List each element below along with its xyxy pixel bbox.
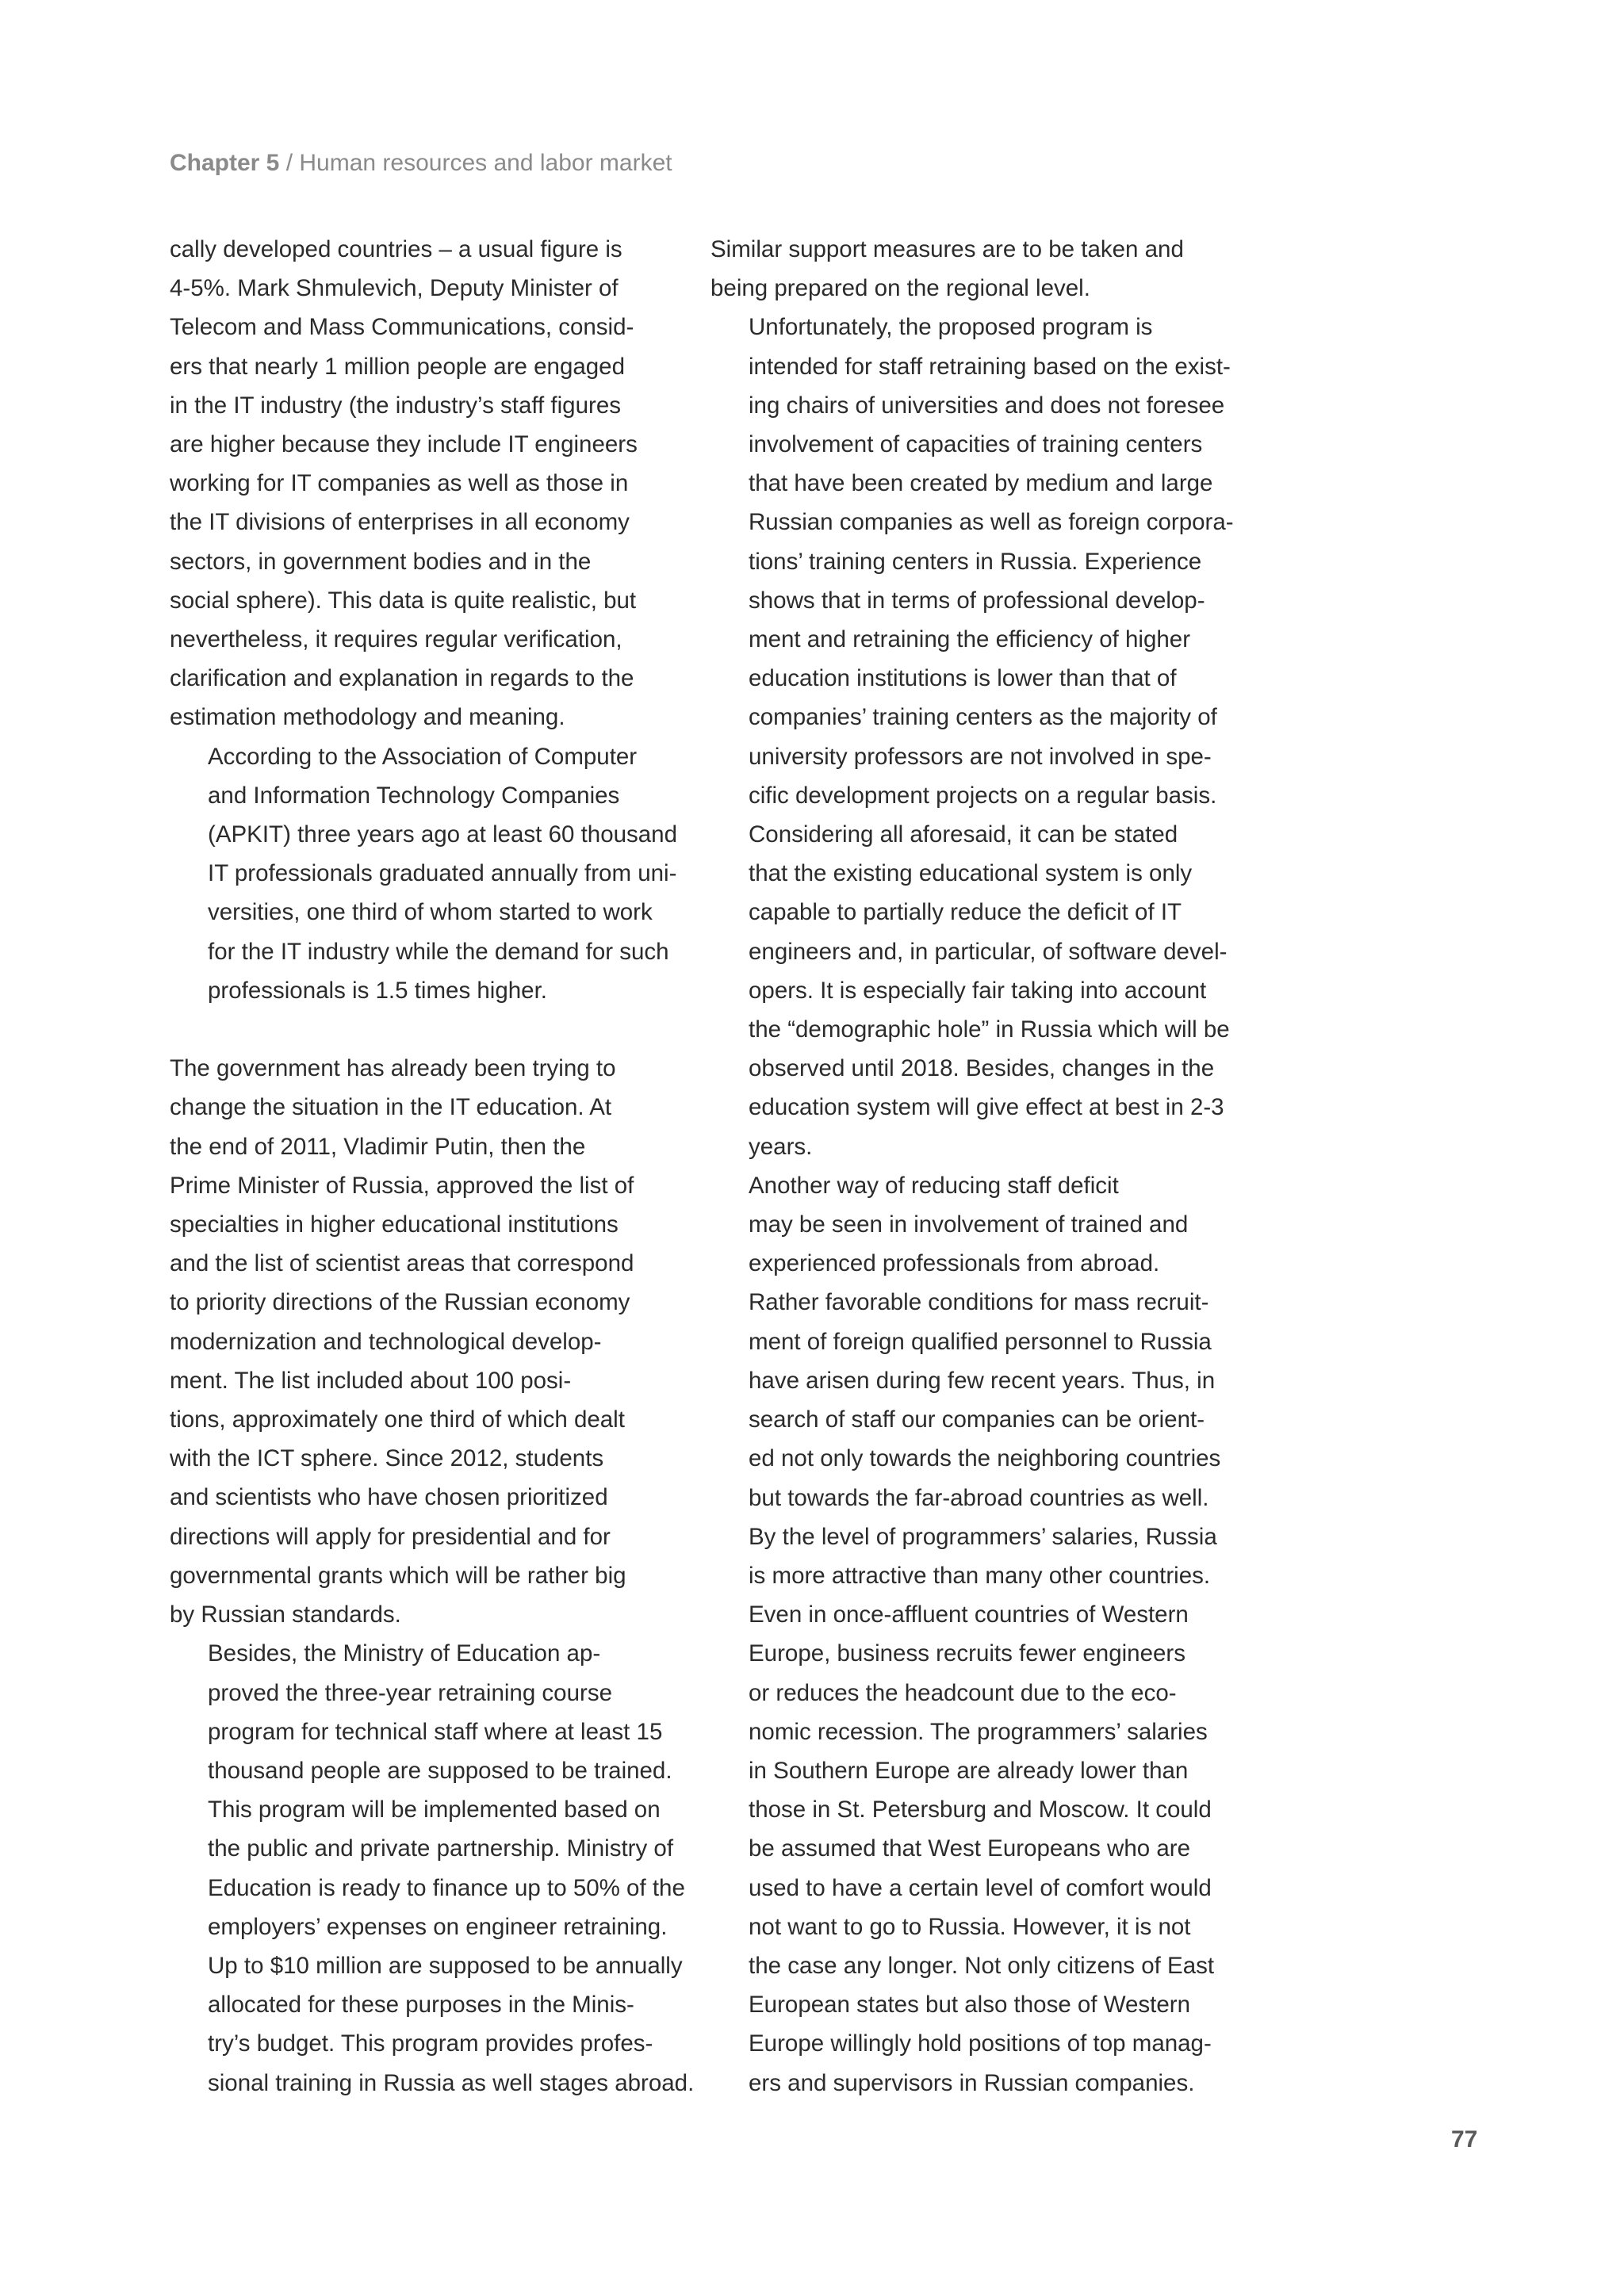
text-line: This program will be implemented based on [208, 1797, 661, 1823]
text-line: are higher because they include IT engineers [170, 431, 638, 458]
text-line: cally developed countries – a usual figure is [170, 236, 622, 262]
text-line: and Information Technology Companies [208, 782, 620, 809]
text-line: Up to $10 million are supposed to be annually [208, 1952, 683, 1979]
header-separator: / [279, 150, 300, 176]
paragraph [170, 230, 677, 737]
text-line: clarification and explanation in regards to the [170, 665, 634, 692]
text-line: Even in once-affluent countries of Western [749, 1601, 1189, 1628]
text-line: ment of foreign qualified personnel to Russia [749, 1328, 1212, 1355]
text-line: involvement of capacities of training centers [749, 431, 1203, 458]
text-line: the case any longer. Not only citizens of East [749, 1952, 1215, 1979]
running-header [170, 147, 672, 179]
text-line: capable to partially reduce the deficit of IT [749, 899, 1182, 926]
right-text-column [710, 230, 1234, 2103]
left-text-column [170, 230, 695, 2103]
paragraph [710, 1166, 1221, 2103]
text-line: companies’ training centers as the majority of [749, 704, 1217, 731]
text-line: social sphere). This data is quite realistic, but [170, 587, 637, 614]
text-line: that the existing educational system is only [749, 860, 1193, 887]
text-line: nomic recession. The programmers’ salaries [749, 1718, 1208, 1745]
text-line: (APKIT) three years ago at least 60 thousand [208, 821, 677, 848]
text-line: ers and supervisors in Russian companies. [749, 2069, 1195, 2096]
text-line: intended for staff retraining based on the exist- [749, 353, 1231, 380]
text-line: thousand people are supposed to be trained. [208, 1757, 672, 1784]
text-line: the end of 2011, Vladimir Putin, then the [170, 1133, 586, 1160]
text-line: in the IT industry (the industry’s staff figures [170, 392, 621, 419]
text-line: Europe, business recruits fewer engineers [749, 1640, 1185, 1667]
text-line: program for technical staff where at least 15 [208, 1718, 663, 1745]
text-line: being prepared on the regional level. [710, 275, 1090, 302]
text-line: The government has already been trying to [170, 1055, 616, 1082]
text-line: engineers and, in particular, of software devel- [749, 938, 1228, 965]
text-line: professionals is 1.5 times higher. [208, 977, 547, 1004]
text-line: cific development projects on a regular basis. [749, 782, 1217, 809]
text-line: ing chairs of universities and does not foresee [749, 392, 1225, 419]
text-line: experienced professionals from abroad. [749, 1250, 1160, 1277]
text-line: allocated for these purposes in the Minis- [208, 1992, 634, 2019]
page-number: 77 [1451, 2126, 1478, 2152]
text-line: may be seen in involvement of trained and [749, 1211, 1189, 1238]
text-line: ers that nearly 1 million people are engaged [170, 353, 625, 380]
text-line: working for IT companies as well as those in [170, 470, 629, 497]
text-line: have arisen during few recent years. Thus, in [749, 1367, 1216, 1394]
text-line: Besides, the Ministry of Education ap- [208, 1640, 601, 1667]
text-line: that have been created by medium and large [749, 470, 1213, 497]
paragraph [710, 815, 1230, 1166]
text-line: and the list of scientist areas that correspond [170, 1250, 634, 1277]
text-line: for the IT industry while the demand for such [208, 938, 669, 965]
text-line: According to the Association of Computer [208, 743, 638, 770]
text-line: Telecom and Mass Communications, consid- [170, 314, 634, 341]
text-line: tions, approximately one third of which dealt [170, 1406, 625, 1433]
text-line: search of staff our companies can be orient- [749, 1406, 1205, 1433]
text-line: by Russian standards. [170, 1601, 401, 1628]
chapter-label: Chapter 5 [170, 150, 280, 176]
text-line: governmental grants which will be rather big [170, 1562, 626, 1589]
text-line: not want to go to Russia. However, it is not [749, 1913, 1191, 1940]
text-line: 4-5%. Mark Shmulevich, Deputy Minister of [170, 275, 619, 302]
text-line: those in St. Petersburg and Moscow. It could [749, 1797, 1212, 1823]
text-line: opers. It is especially fair taking into account [749, 977, 1207, 1004]
text-line: ment and retraining the efficiency of higher [749, 626, 1191, 653]
text-line: employers’ expenses on engineer retraining. [208, 1913, 668, 1940]
text-line: years. [749, 1133, 813, 1160]
text-line: ed not only towards the neighboring countries [749, 1445, 1221, 1472]
text-line: education institutions is lower than that of [749, 665, 1177, 692]
text-line: sectors, in government bodies and in the [170, 548, 592, 575]
text-line: education system will give effect at best in 2-3 [749, 1094, 1224, 1121]
text-line: the IT divisions of enterprises in all economy [170, 509, 630, 536]
text-line: versities, one third of whom started to work [208, 899, 653, 926]
text-line: IT professionals graduated annually from uni- [208, 860, 677, 887]
text-line: to priority directions of the Russian economy [170, 1289, 630, 1316]
text-line: the “demographic hole” in Russia which will be [749, 1016, 1230, 1043]
text-line: change the situation in the IT education. At [170, 1094, 612, 1121]
paragraph [170, 737, 677, 1010]
text-line: the public and private partnership. Ministry of [208, 1835, 674, 1862]
text-line: Considering all aforesaid, it can be stated [749, 821, 1178, 848]
text-line: ment. The list included about 100 posi- [170, 1367, 572, 1394]
text-line: but towards the far-abroad countries as well. [749, 1484, 1209, 1511]
chapter-title: Human resources and labor market [299, 150, 672, 176]
text-line: Europe willingly hold positions of top manag- [749, 2030, 1212, 2057]
text-line: sional training in Russia as well stages abroad. [208, 2069, 695, 2096]
text-line: with the ICT sphere. Since 2012, students [170, 1445, 604, 1472]
paragraph [170, 1049, 677, 1634]
text-line: is more attractive than many other countries. [749, 1562, 1211, 1589]
text-line: directions will apply for presidential and for [170, 1523, 611, 1550]
text-line: used to have a certain level of comfort would [749, 1874, 1212, 1901]
text-line: By the level of programmers’ salaries, Russia [749, 1523, 1217, 1550]
text-line: try’s budget. This program provides profes- [208, 2030, 653, 2057]
text-line: estimation methodology and meaning. [170, 704, 565, 731]
text-line: observed until 2018. Besides, changes in the [749, 1055, 1215, 1082]
text-line: modernization and technological develop- [170, 1328, 602, 1355]
text-line: nevertheless, it requires regular verification, [170, 626, 622, 653]
text-line: Unfortunately, the proposed program is [749, 314, 1153, 341]
text-line: shows that in terms of professional develop- [749, 587, 1205, 614]
text-line: Education is ready to finance up to 50% of the [208, 1874, 685, 1901]
text-line: be assumed that West Europeans who are [749, 1835, 1190, 1862]
text-line: tions’ training centers in Russia. Experience [749, 548, 1202, 575]
text-line: Similar support measures are to be taken and [710, 236, 1184, 262]
paragraph [710, 308, 1234, 815]
text-line: or reduces the headcount due to the eco- [749, 1679, 1177, 1706]
text-line: Rather favorable conditions for mass recruit- [749, 1289, 1209, 1316]
paragraph [170, 1634, 695, 2102]
text-line: Russian companies as well as foreign corpora- [749, 509, 1234, 536]
text-line: university professors are not involved in spe- [749, 743, 1212, 770]
text-line: and scientists who have chosen prioritized [170, 1484, 608, 1511]
text-line: in Southern Europe are already lower than [749, 1757, 1189, 1784]
text-line: Another way of reducing staff deficit [749, 1172, 1119, 1199]
text-line: proved the three-year retraining course [208, 1679, 612, 1706]
text-line: specialties in higher educational institutions [170, 1211, 619, 1238]
text-line: Prime Minister of Russia, approved the list of [170, 1172, 634, 1199]
text-line: European states but also those of Western [749, 1992, 1191, 2019]
paragraph [710, 230, 1218, 308]
